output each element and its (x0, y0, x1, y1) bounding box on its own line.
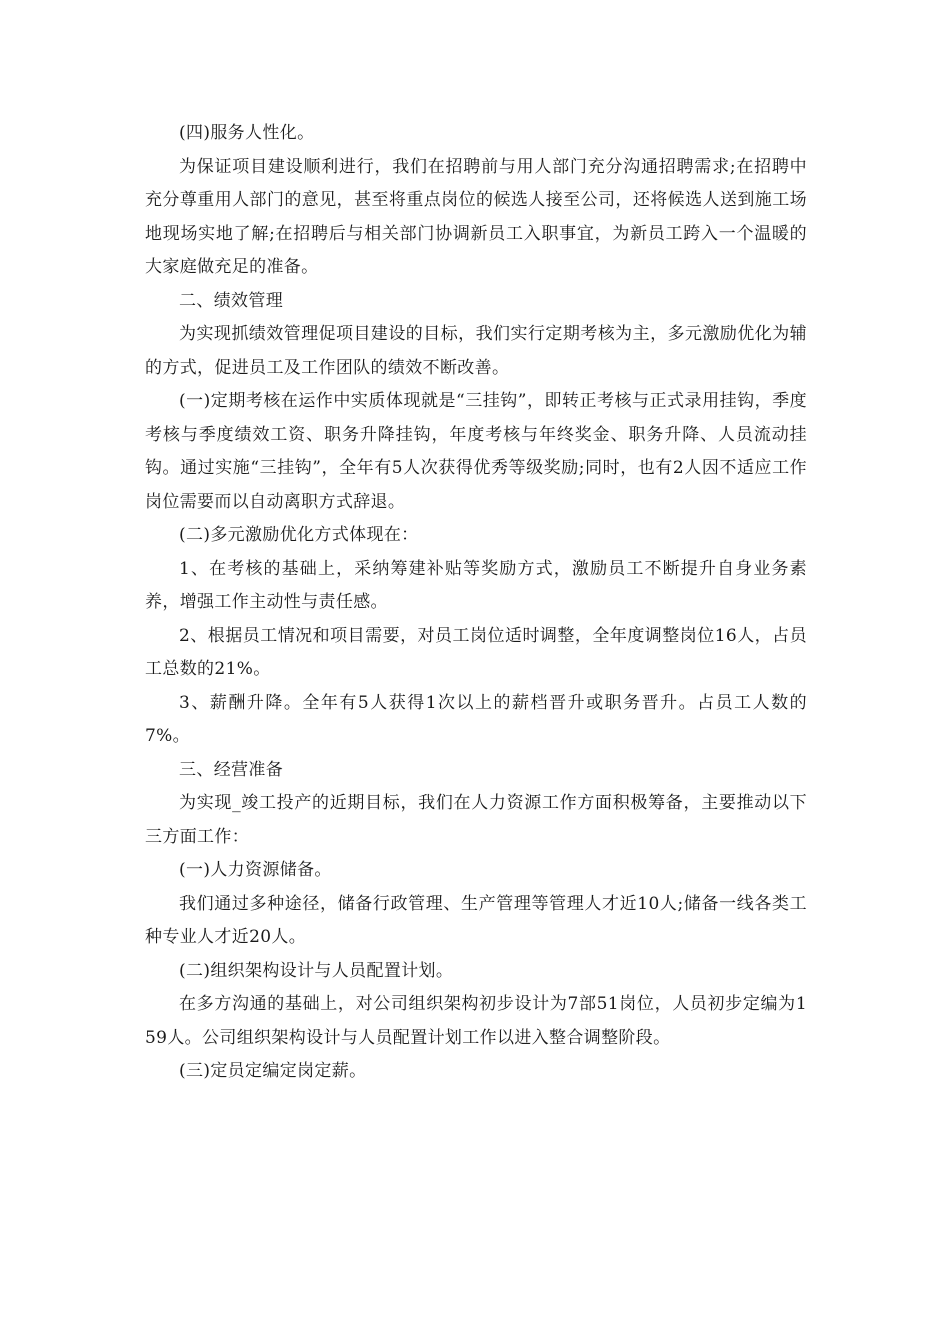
paragraph-service-humanized: (四)服务人性化。 (179, 123, 315, 143)
paragraph-org-design: 在多方沟通的基础上，对公司组织架构初步设计为7部51岗位，人员初步定编为159人。公司组织架构设计与人员配置计划工作以进入整合调整阶段。 (145, 994, 807, 1048)
paragraph-recruitment: 为保证项目建设顺利进行，我们在招聘前与用人部门充分沟通招聘需求;在招聘中充分尊重用人部门的意见，甚至将重点岗位的候选人接至公司，还将候选人送到施工场地现场实地了解;在招聘后与相关部门协调新员工入职事宜，为新员工跨入一个温暖的大家庭做充足的准备。 (145, 156, 807, 277)
paragraph-periodic-review: (一)定期考核在运作中实质体现就是“三挂钩”，即转正考核与正式录用挂钩，季度考核与季度绩效工资、职务升降挂钩，年度考核与年终奖金、职务升降、人员流动挂钩。通过实施“三挂钩”，全年有5人次获得优秀等级奖励;同时，也有2人因不适应工作岗位需要而以自动离职方式辞退。 (145, 391, 807, 512)
paragraph-hr-reserve: 我们通过多种途径，储备行政管理、生产管理等管理人才近10人;储备一线各类工种专业人才近20人。 (145, 893, 807, 947)
document-body (145, 117, 807, 1089)
section-heading-performance: 二、绩效管理 (179, 290, 284, 311)
paragraph-incentive-1: 1、在考核的基础上，采纳筹建补贴等奖励方式，激励员工不断提升自身业务素养，增强工作主动性与责任感。 (145, 558, 807, 612)
paragraph-operations-intro: 为实现_竣工投产的近期目标，我们在人力资源工作方面积极筹备，主要推动以下三方面工作： (145, 793, 807, 847)
paragraph-incentive-heading: (二)多元激励优化方式体现在： (179, 525, 419, 545)
paragraph-incentive-3: 3、薪酬升降。全年有5人获得1次以上的薪档晋升或职务晋升。占员工人数的7%。 (145, 692, 807, 746)
paragraph-performance-intro: 为实现抓绩效管理促项目建设的目标，我们实行定期考核为主，多元激励优化为辅的方式，促进员工及工作团队的绩效不断改善。 (145, 324, 807, 378)
paragraph-incentive-2: 2、根据员工情况和项目需要，对员工岗位适时调整，全年度调整岗位16人，占员工总数的21%。 (145, 625, 807, 679)
paragraph-staffing-heading: (三)定员定编定岗定薪。 (179, 1061, 367, 1081)
paragraph-hr-reserve-heading: (一)人力资源储备。 (179, 860, 332, 880)
paragraph-org-design-heading: (二)组织架构设计与人员配置计划。 (179, 960, 454, 981)
section-heading-operations: 三、经营准备 (179, 759, 284, 780)
